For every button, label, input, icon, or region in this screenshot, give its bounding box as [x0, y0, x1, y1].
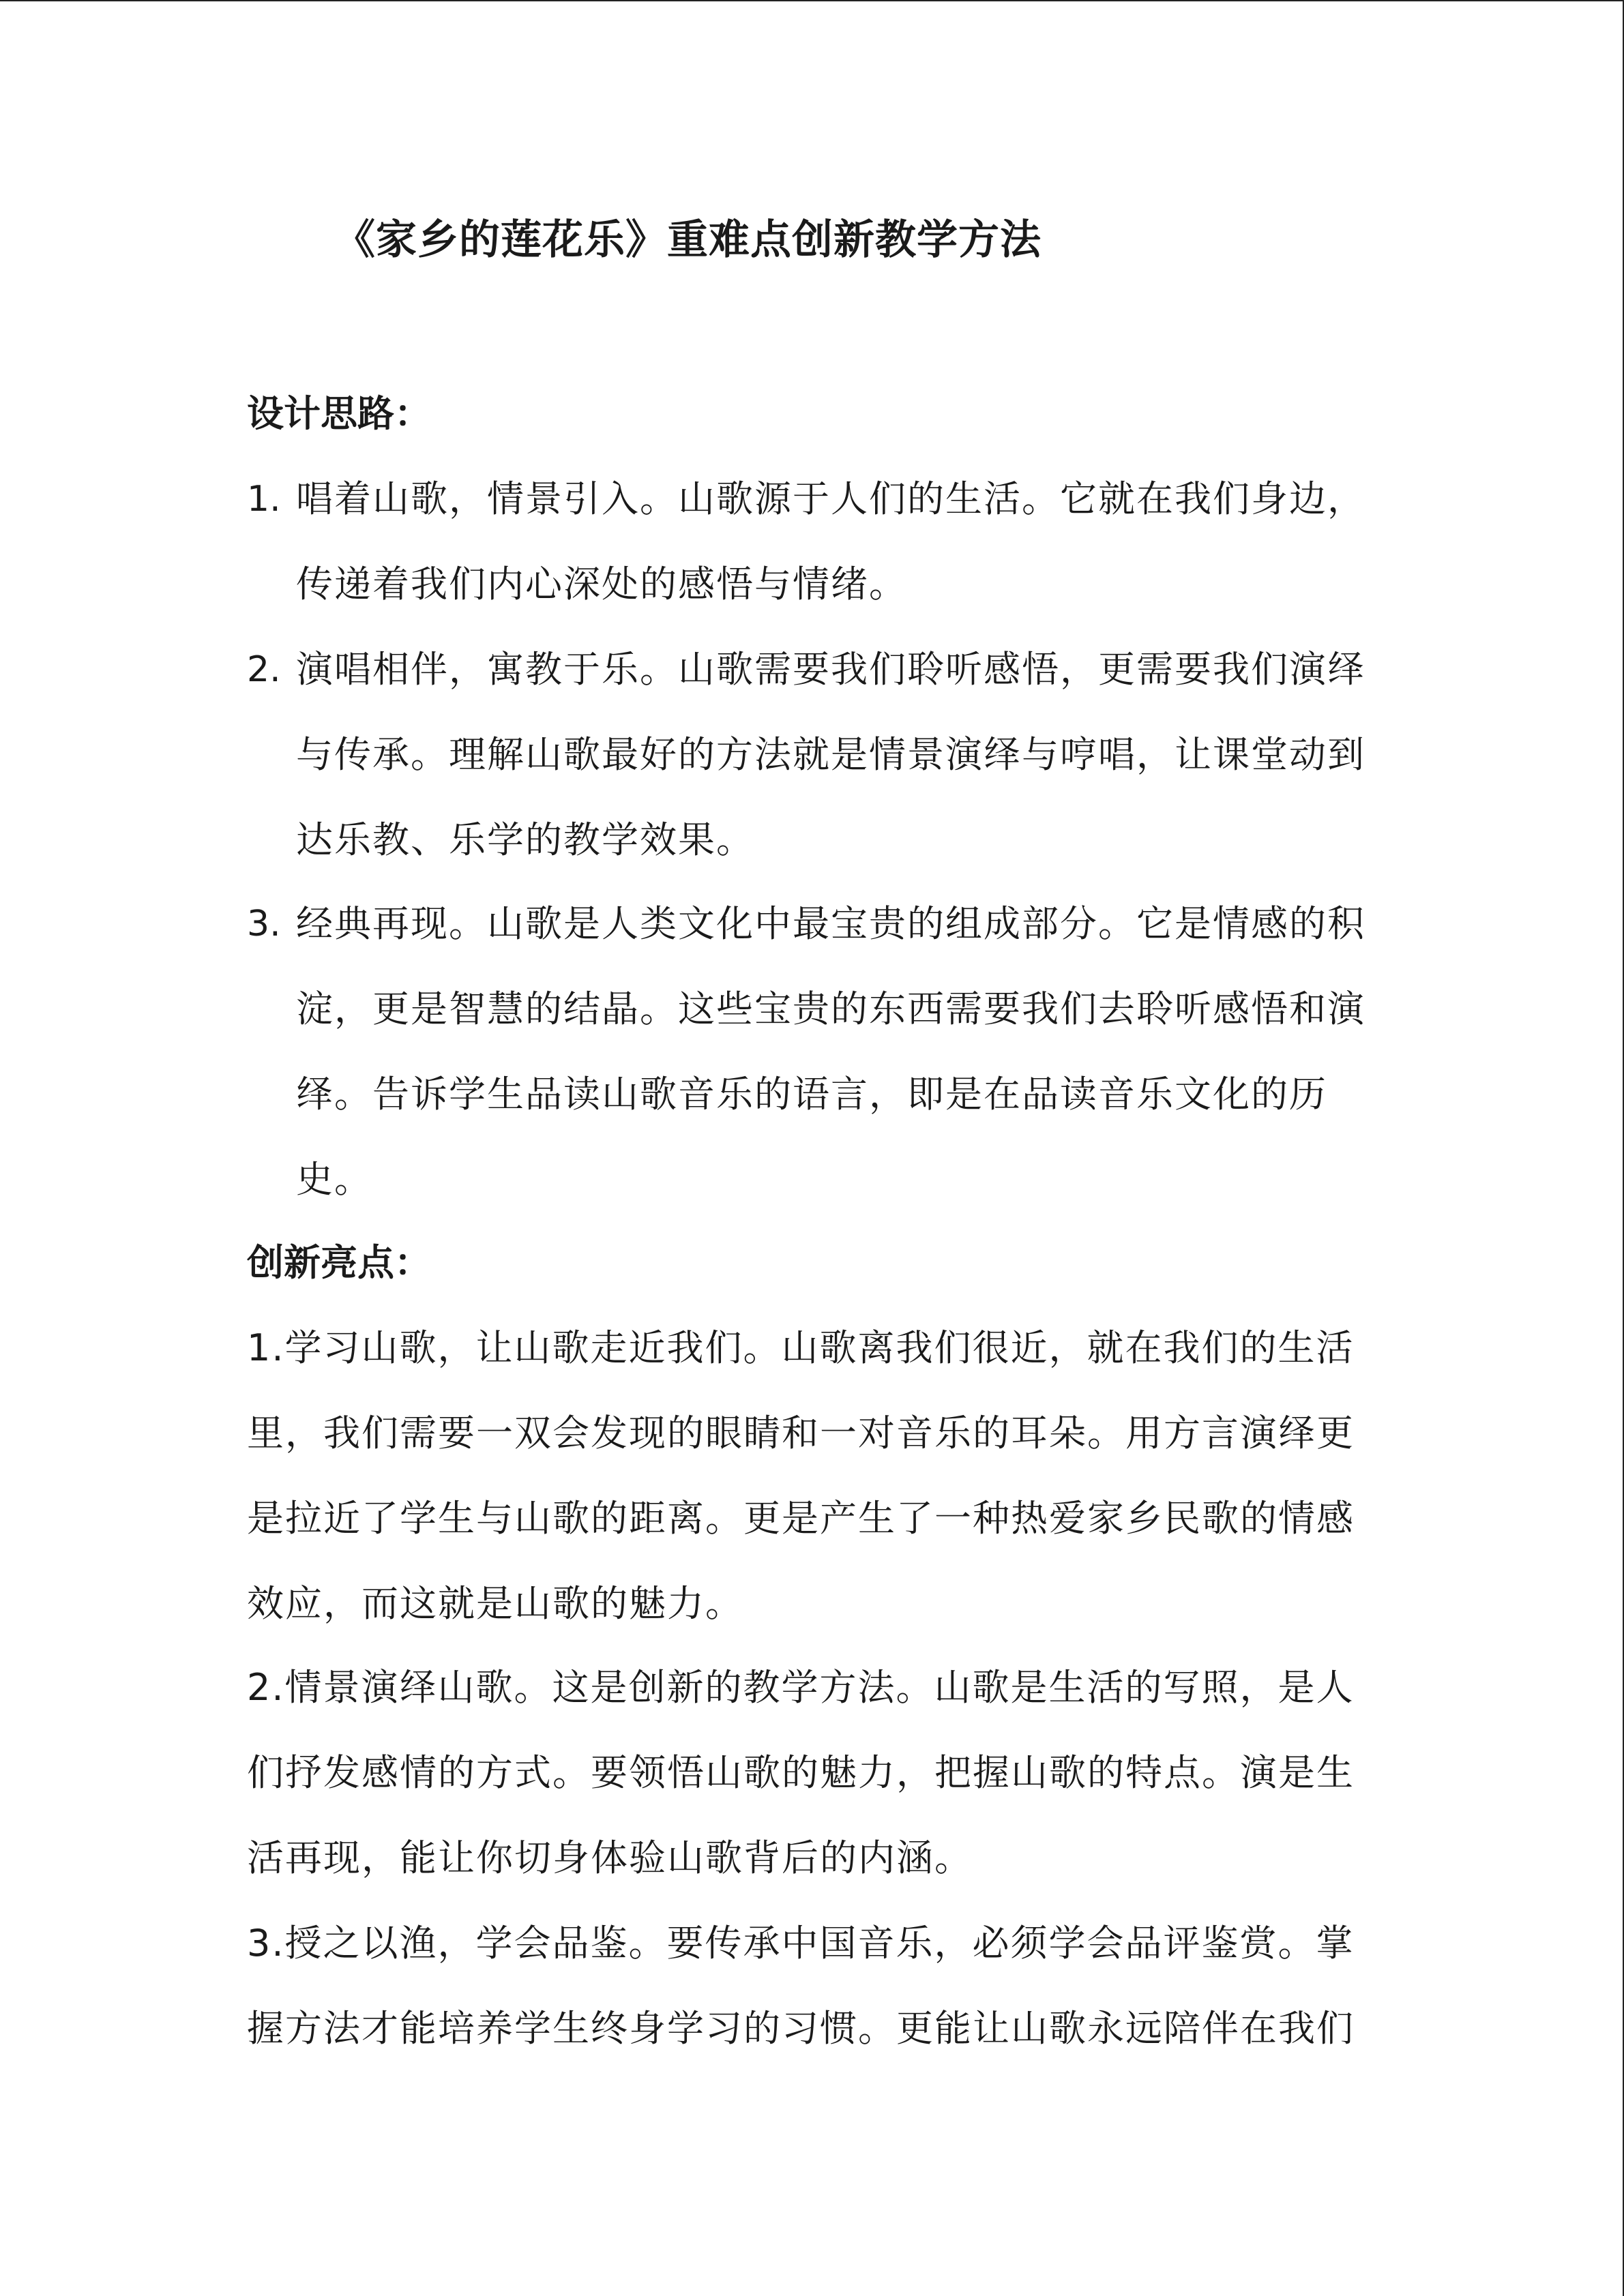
paragraph-line: 们抒发感情的方式。要领悟山歌的魅力，把握山歌的特点。演是生 — [247, 1751, 1355, 1794]
paragraph-line: 握方法才能培养学生终身学习的习惯。更能让山歌永远陪伴在我们 — [247, 2007, 1355, 2050]
paragraph-line: 2.情景演绎山歌。这是创新的教学方法。山歌是生活的写照，是人 — [247, 1666, 1355, 1709]
list-number: 1. — [247, 479, 281, 520]
list-number: 2. — [247, 649, 281, 690]
paragraph-line: 里，我们需要一双会发现的眼睛和一对音乐的耳朵。用方言演绎更 — [247, 1412, 1355, 1455]
document-title: 《家乡的莲花乐》重难点创新教学方法 — [334, 216, 1042, 264]
list-item-line: 绎。告诉学生品读山歌音乐的语言，即是在品读音乐文化的历 — [296, 1073, 1327, 1116]
list-item-line: 达乐教、乐学的教学效果。 — [296, 818, 754, 861]
list-item-line: 传递着我们内心深处的感悟与情绪。 — [296, 563, 907, 606]
paragraph-line: 活再现，能让你切身体验山歌背后的内涵。 — [247, 1836, 973, 1879]
list-item-line: 与传承。理解山歌最好的方法就是情景演绎与哼唱，让课堂动到 — [296, 733, 1365, 776]
list-item-line: 经典再现。山歌是人类文化中最宝贵的组成部分。它是情感的积 — [296, 902, 1365, 945]
paragraph-line: 1.学习山歌，让山歌走近我们。山歌离我们很近，就在我们的生活 — [247, 1326, 1355, 1369]
section-heading-design: 设计思路： — [247, 392, 431, 435]
section-heading-innovation: 创新亮点： — [247, 1241, 431, 1284]
list-item-line: 演唱相伴，寓教于乐。山歌需要我们聆听感悟，更需要我们演绎 — [296, 648, 1365, 691]
list-number: 3. — [247, 904, 281, 944]
paragraph-line: 效应，而这就是山歌的魅力。 — [247, 1582, 743, 1625]
paragraph-line: 是拉近了学生与山歌的距离。更是产生了一种热爱家乡民歌的情感 — [247, 1497, 1355, 1540]
list-item-line: 淀，更是智慧的结晶。这些宝贵的东西需要我们去聆听感悟和演 — [296, 987, 1365, 1030]
list-item-line: 唱着山歌，情景引入。山歌源于人们的生活。它就在我们身边， — [296, 477, 1365, 520]
list-item-line: 史。 — [296, 1158, 372, 1201]
paragraph-line: 3.授之以渔，学会品鉴。要传承中国音乐，必须学会品评鉴赏。掌 — [247, 1922, 1355, 1965]
